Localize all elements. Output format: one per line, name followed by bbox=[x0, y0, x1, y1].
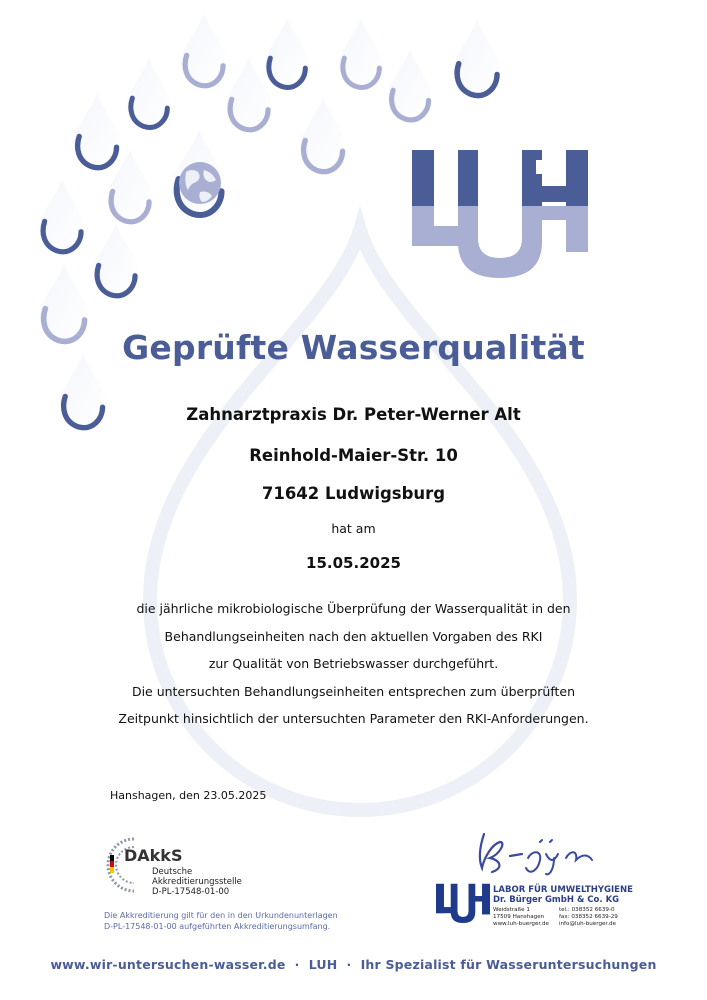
test-date: 15.05.2025 bbox=[306, 554, 401, 572]
lab-fax: fax: 038352 6639-29 bbox=[558, 914, 618, 920]
certificate-title: Geprüfte Wasserqualität bbox=[122, 328, 585, 367]
lab-mail: info@luh-buerger.de bbox=[558, 921, 616, 927]
dakks-line: Akkreditierungsstelle bbox=[152, 877, 242, 887]
lab-tel: tel.: 038352 6639-0 bbox=[558, 907, 615, 913]
certificate-body bbox=[0, 595, 707, 733]
lab-web: www.luh-buerger.de bbox=[493, 921, 549, 927]
hat-am-text: hat am bbox=[331, 521, 376, 536]
body-line: zur Qualität von Betriebswasser durchgeführt. bbox=[208, 656, 499, 671]
place-date: Hanshagen, den 23.05.2025 bbox=[110, 789, 267, 802]
lab-address: Weidstraße 1 bbox=[493, 907, 530, 913]
footer-tagline: www.wir-untersuchen-wasser.de · LUH · Ihr Spezialist für Wasseruntersuchungen bbox=[50, 957, 657, 972]
lab-company: Dr. Bürger GmbH & Co. KG bbox=[493, 895, 620, 905]
body-line: Behandlungseinheiten nach den aktuellen Vorgaben des RKI bbox=[164, 628, 543, 644]
dakks-info bbox=[152, 867, 242, 897]
lab-logo-icon bbox=[436, 882, 490, 926]
signature-image bbox=[470, 828, 610, 878]
dakks-note-line: D-PL-17548-01-00 aufgeführten Akkreditierungsumfang. bbox=[104, 921, 331, 931]
dakks-note-line: Die Akkreditierung gilt für den in den Urkundenunterlagen bbox=[104, 911, 338, 920]
practice-name: Zahnarztpraxis Dr. Peter-Werner Alt bbox=[186, 405, 521, 424]
body-line: Zeitpunkt hinsichtlich der untersuchten Parameter den RKI-Anforderungen. bbox=[118, 711, 589, 726]
luh-logo bbox=[412, 150, 588, 282]
dakks-name: DAkkS bbox=[124, 846, 183, 865]
dakks-line: D-PL-17548-01-00 bbox=[152, 887, 230, 897]
lab-info bbox=[493, 885, 633, 928]
globe-drop-icon bbox=[172, 130, 225, 216]
lab-name: LABOR FÜR UMWELTHYGIENE bbox=[493, 885, 633, 895]
lab-address: 17509 Hanshagen bbox=[493, 914, 545, 920]
body-line: die jährliche mikrobiologische Überprüfung der Wasserqualität in den bbox=[136, 601, 571, 616]
dakks-line: Deutsche bbox=[152, 867, 193, 877]
practice-city: 71642 Ludwigsburg bbox=[261, 484, 446, 503]
dakks-note bbox=[104, 911, 338, 932]
practice-street: Reinhold-Maier-Str. 10 bbox=[249, 446, 458, 465]
body-line: Die untersuchten Behandlungseinheiten entsprechen zum überprüften bbox=[131, 683, 576, 699]
